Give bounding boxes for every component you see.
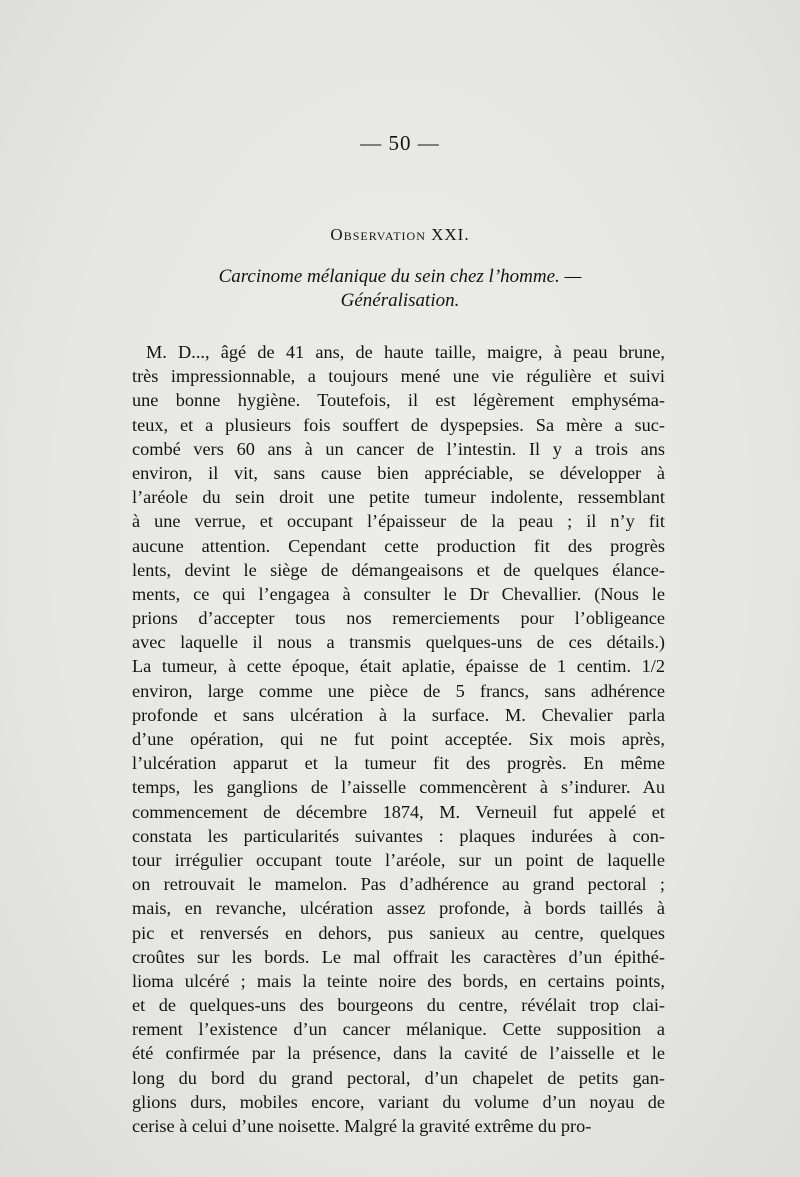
text-line: environ, large comme une pièce de 5 francs, sans adhérence (132, 680, 665, 701)
text-line: été confirmée par la présence, dans la cavité de l’aisselle et le (132, 1043, 665, 1064)
subtitle-line-1: Carcinome mélanique du sein chez l’homme. — (218, 266, 582, 287)
text-line: rement l’existence d’un cancer mélanique. Cette supposition a (132, 1019, 665, 1040)
text-line: cerise à celui d’une noisette. Malgré la gravité extrême du pro- (132, 1116, 592, 1136)
text-line: croûtes sur les bords. Le mal offrait les caractères d’un épithé- (132, 946, 665, 967)
text-line: on retrouvait le mamelon. Pas d’adhérence au grand pectoral ; (132, 874, 665, 895)
text-line: d’une opération, qui ne fut point acceptée. Six mois après, (132, 729, 665, 749)
text-line: prions d’accepter tous nos remerciements pour l’obligeance (132, 608, 665, 629)
text-line: lioma ulcéré ; mais la teinte noire des bords, en certains points, (132, 970, 665, 991)
text-line: l’ulcération apparut et la tumeur fit des progrès. En même (132, 753, 665, 774)
text-line: ments, ce qui l’engagea à consulter le Dr Chevallier. (Nous le (132, 583, 665, 604)
text-line: et de quelques-uns des bourgeons du centre, révélait trop clai- (132, 995, 665, 1016)
text-line: constata les particularités suivantes : plaques indurées à con- (132, 825, 665, 846)
text-line: glions durs, mobiles encore, variant du volume d’un noyau de (132, 1091, 665, 1112)
text-line: une bonne hygiène. Toutefois, il est légèrement emphyséma- (132, 390, 665, 411)
text-line: très impressionnable, a toujours mené une vie régulière et suivi (132, 366, 665, 387)
text-line: long du bord du grand pectoral, d’un chapelet de petits gan- (132, 1067, 665, 1088)
observation-title-text: Observation XXI. (330, 225, 470, 244)
text-line: avec laquelle il nous a transmis quelques-uns de ces détails.) (132, 632, 665, 653)
page-number: — 50 — (360, 131, 440, 155)
text-line: mais, en revanche, ulcération assez profonde, à bords taillés à (132, 898, 665, 919)
text-line: aucune attention. Cependant cette production fit des progrès (132, 535, 665, 556)
text-line: temps, les ganglions de l’aisselle commencèrent à s’indurer. Au (132, 777, 665, 798)
text-line: commencement de décembre 1874, M. Verneuil fut appelé et (132, 801, 665, 822)
text-line: environ, il vit, sans cause bien appréciable, se développer à (132, 462, 665, 483)
text-line: l’aréole du sein droit une petite tumeur indolente, ressemblant (132, 487, 665, 508)
observation-title (0, 225, 800, 245)
text-line: combé vers 60 ans à un cancer de l’intestin. Il y a trois ans (132, 438, 665, 459)
subtitle-line-2: Généralisation. (340, 290, 460, 311)
text-line: M. D..., âgé de 41 ans, de haute taille, maigre, à peau brune, (146, 342, 665, 362)
text-line: teux, et a plusieurs fois souffert de dyspepsies. Sa mère a suc- (132, 414, 665, 435)
text-line: profonde et sans ulcération à la surface. M. Chevalier parla (132, 704, 665, 725)
body-paragraph (132, 340, 665, 1138)
text-line: tour irrégulier occupant toute l’aréole, sur un point de laquelle (132, 849, 665, 870)
text-line: lents, devint le siège de démangeaisons et de quelques élance- (132, 559, 665, 580)
text-line: La tumeur, à cette époque, était aplatie, épaisse de 1 centim. 1/2 (132, 656, 665, 677)
text-line: à une verrue, et occupant l’épaisseur de la peau ; il n’y fit (132, 511, 665, 532)
text-line: pic et renversés en dehors, pus sanieux au centre, quelques (132, 922, 665, 943)
